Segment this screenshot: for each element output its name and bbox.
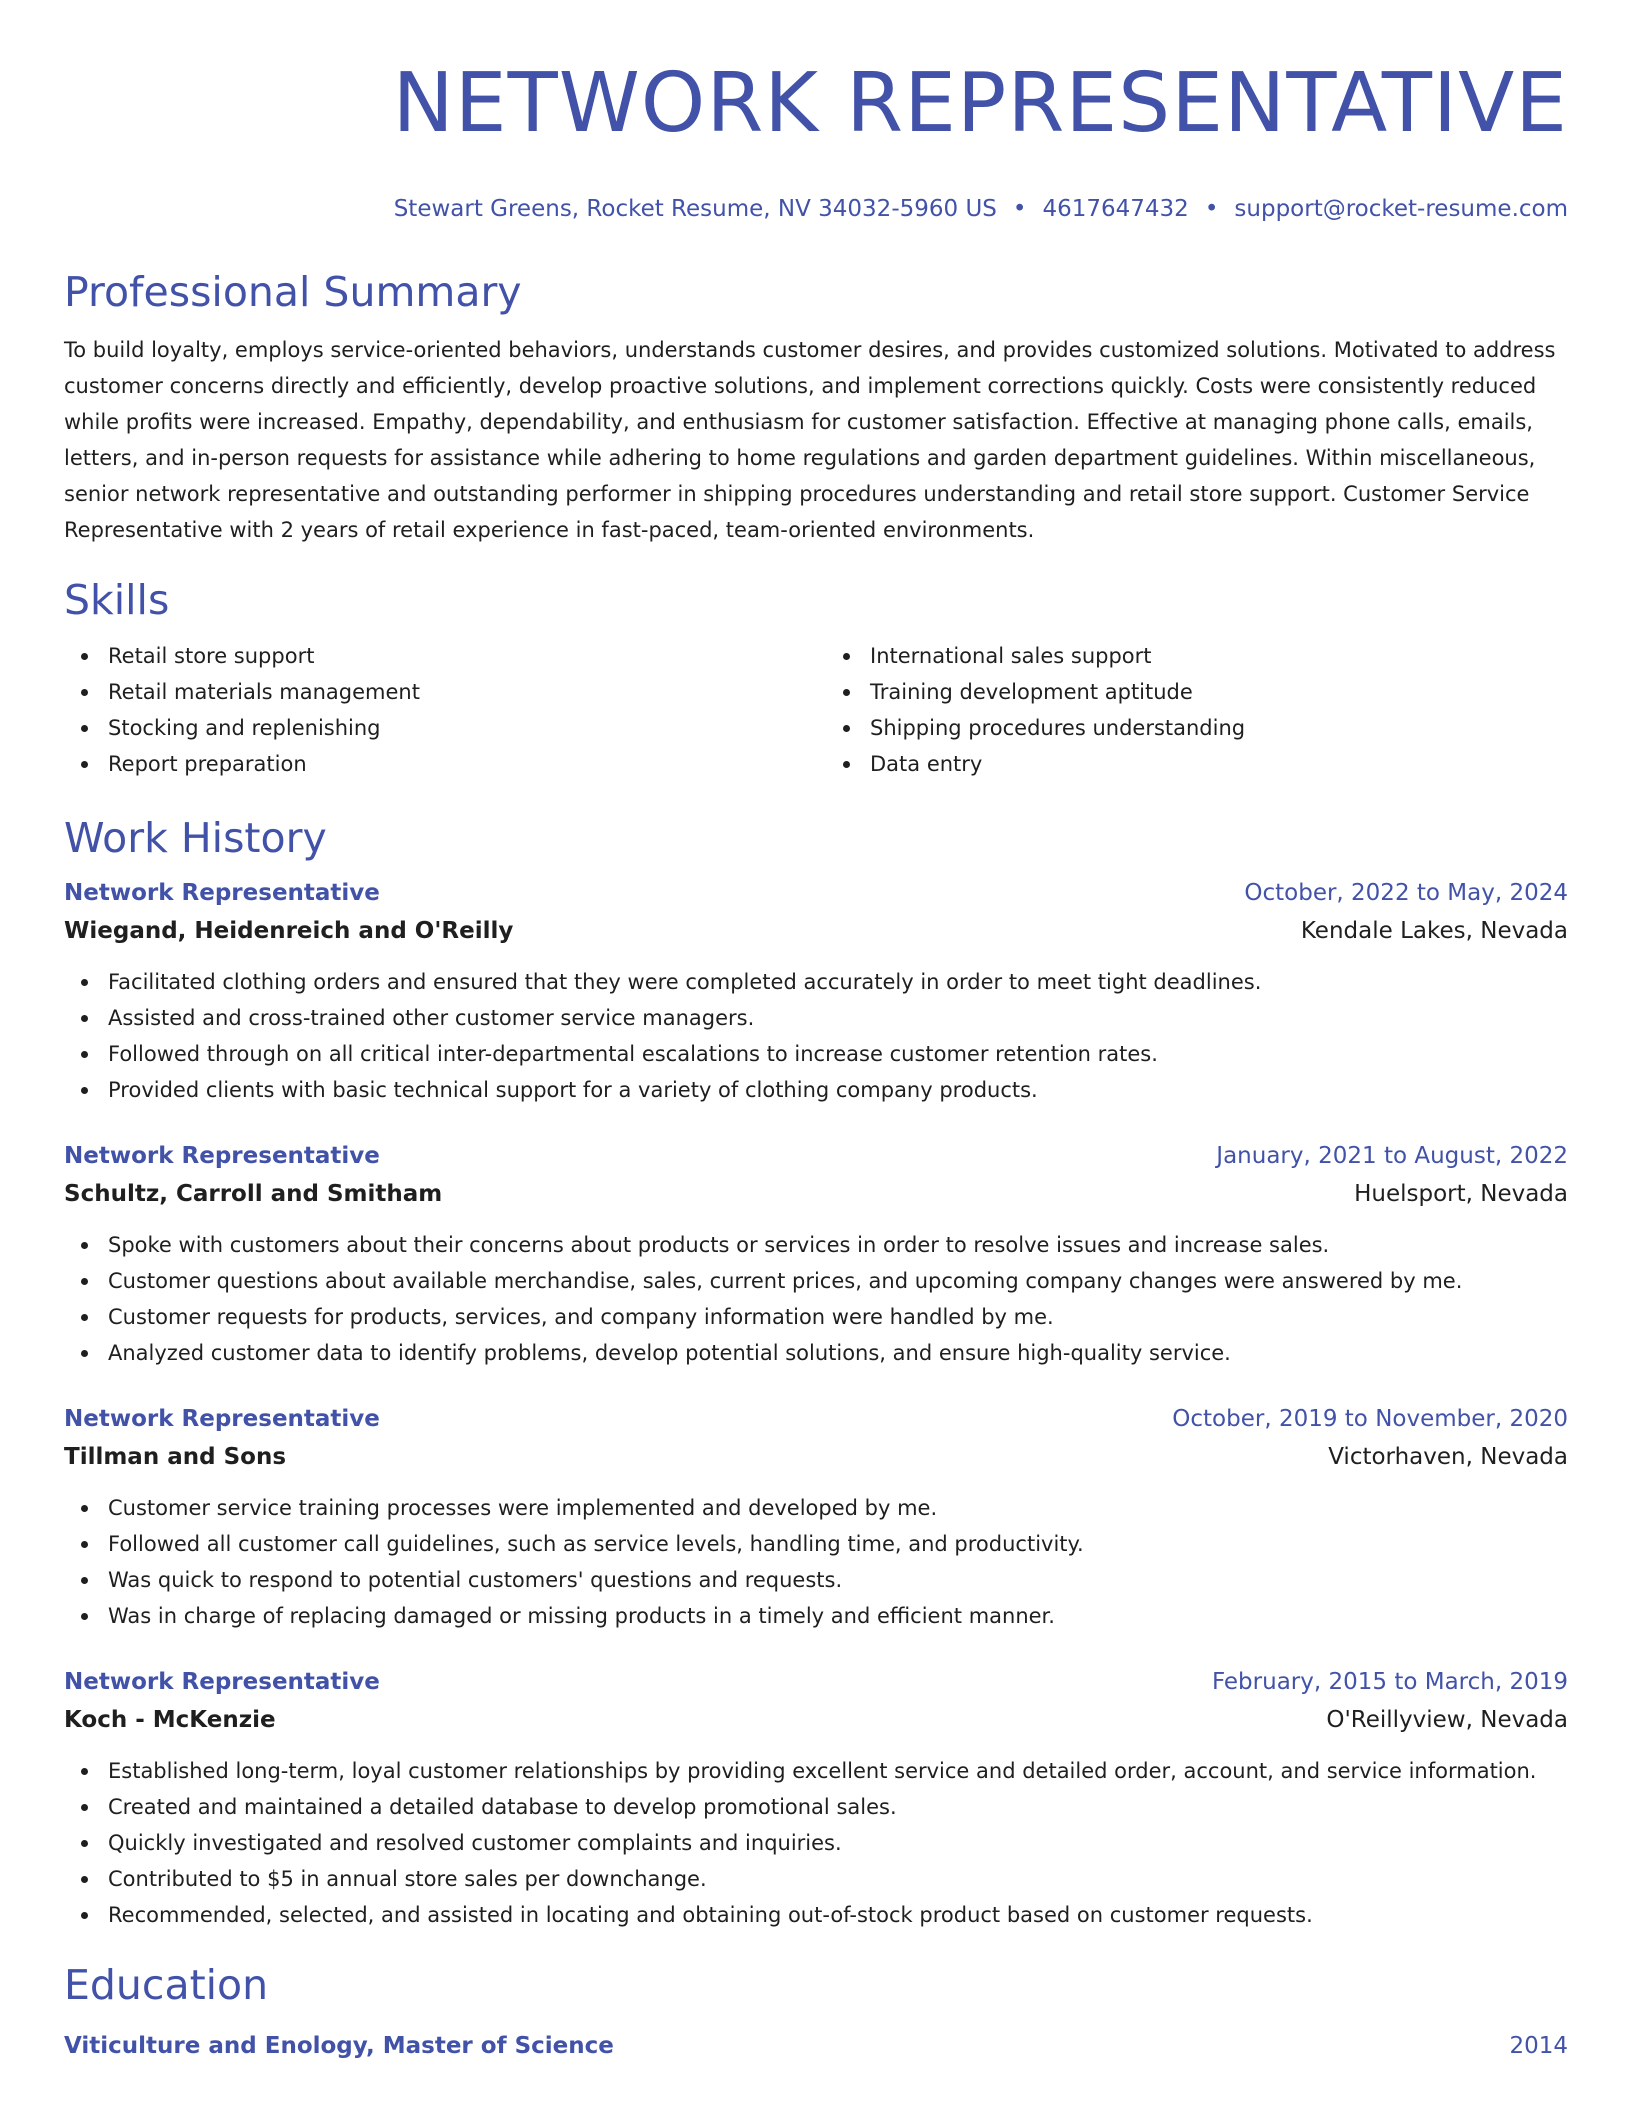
- resume-title: NETWORK REPRESENTATIVE: [392, 56, 1568, 151]
- duty-item: Provided clients with basic technical support for a variety of clothing company products.: [64, 1072, 1568, 1108]
- company-name: Wiegand, Heidenreich and O'Reilly: [64, 918, 514, 944]
- duty-item: Followed all customer call guidelines, such as service levels, handling time, and productivity.: [64, 1526, 1568, 1562]
- job-header: [64, 1139, 1568, 1173]
- job-duties: [64, 1227, 1568, 1371]
- skill-item: Stocking and replenishing: [64, 710, 806, 746]
- education-heading: Education: [64, 1961, 269, 2009]
- duty-item: Customer questions about available merchandise, sales, current prices, and upcoming company changes were answered by me.: [64, 1263, 1568, 1299]
- job-dates: October, 2022 to May, 2024: [1244, 880, 1568, 906]
- skills-heading: Skills: [64, 576, 170, 624]
- job-location: O'Reillyview, Nevada: [1326, 1707, 1568, 1733]
- duty-item: Customer requests for products, services, and company information were handled by me.: [64, 1299, 1568, 1335]
- duty-item: Created and maintained a detailed database to develop promotional sales.: [64, 1789, 1568, 1825]
- skill-item: Retail store support: [64, 638, 806, 674]
- duty-item: Assisted and cross-trained other customer service managers.: [64, 1000, 1568, 1036]
- summary-heading: Professional Summary: [64, 268, 522, 316]
- job-header: [64, 1402, 1568, 1436]
- separator-dot: •: [1204, 196, 1219, 222]
- job-title: Network Representative: [64, 1669, 380, 1695]
- job-dates: February, 2015 to March, 2019: [1211, 1669, 1568, 1695]
- skill-item: Training development aptitude: [826, 674, 1568, 710]
- duty-item: Customer service training processes were implemented and developed by me.: [64, 1490, 1568, 1526]
- duty-item: Followed through on all critical inter-departmental escalations to increase customer retention rates.: [64, 1036, 1568, 1072]
- job-subheader: [64, 1440, 1568, 1474]
- job-location: Huelsport, Nevada: [1354, 1181, 1568, 1207]
- duty-item: Contributed to $5 in annual store sales per downchange.: [64, 1861, 1568, 1897]
- job-dates: January, 2021 to August, 2022: [1216, 1143, 1568, 1169]
- contact-line: [64, 194, 1568, 224]
- job-location: Victorhaven, Nevada: [1328, 1444, 1568, 1470]
- duty-item: Analyzed customer data to identify problems, develop potential solutions, and ensure high-quality service.: [64, 1335, 1568, 1371]
- phone-text: 4617647432: [1042, 196, 1189, 222]
- skills-column-left: [64, 638, 806, 782]
- job-duties: [64, 964, 1568, 1108]
- job-title: Network Representative: [64, 1406, 380, 1432]
- job-title: Network Representative: [64, 1143, 380, 1169]
- skills-list: [64, 638, 1568, 782]
- job-subheader: [64, 1703, 1568, 1737]
- skills-column-right: [826, 638, 1568, 782]
- graduation-year: 2014: [1509, 2033, 1568, 2059]
- job-header: [64, 1665, 1568, 1699]
- job-duties: [64, 1753, 1568, 1933]
- company-name: Schultz, Carroll and Smitham: [64, 1181, 443, 1207]
- email-link[interactable]: support@rocket-resume.com: [1234, 196, 1568, 222]
- skill-item: Report preparation: [64, 746, 806, 782]
- skill-item: International sales support: [826, 638, 1568, 674]
- skill-item: Retail materials management: [64, 674, 806, 710]
- job-entry: [64, 1139, 1568, 1371]
- separator-dot: •: [1012, 196, 1027, 222]
- job-entry: [64, 1665, 1568, 1933]
- duty-item: Was in charge of replacing damaged or missing products in a timely and efficient manner.: [64, 1598, 1568, 1634]
- job-duties: [64, 1490, 1568, 1634]
- resume-page: [64, 0, 1568, 2063]
- job-subheader: [64, 914, 1568, 948]
- degree-name: Viticulture and Enology, Master of Science: [64, 2033, 614, 2059]
- job-header: [64, 876, 1568, 910]
- duty-item: Recommended, selected, and assisted in locating and obtaining out-of-stock product based on customer requests.: [64, 1897, 1568, 1933]
- job-location: Kendale Lakes, Nevada: [1300, 918, 1568, 944]
- job-dates: October, 2019 to November, 2020: [1172, 1406, 1568, 1432]
- skill-item: Shipping procedures understanding: [826, 710, 1568, 746]
- duty-item: Quickly investigated and resolved customer complaints and inquiries.: [64, 1825, 1568, 1861]
- job-subheader: [64, 1177, 1568, 1211]
- education-entry: [64, 2029, 1568, 2063]
- company-name: Koch - McKenzie: [64, 1707, 276, 1733]
- job-entry: [64, 1402, 1568, 1634]
- summary-text: To build loyalty, employs service-oriented behaviors, understands customer desires, and provides customized solutions. Motivated to address customer concerns directly and efficiently, develop proactive solutions, and implement corrections quickly. Costs were consistently reduced while profits were increased. Empathy, dependability, and enthusiasm for customer satisfaction. Effective at managing phone calls, emails, letters, and in-person requests for assistance while adhering to home regulations and garden department guidelines. Within miscellaneous, senior network representative and outstanding performer in shipping procedures understanding and retail store support. Customer Service Representative with 2 years of retail experience in fast-paced, team-oriented environments.: [64, 338, 1556, 542]
- company-name: Tillman and Sons: [64, 1444, 287, 1470]
- duty-item: Spoke with customers about their concerns about products or services in order to resolve issues and increase sales.: [64, 1227, 1568, 1263]
- skill-item: Data entry: [826, 746, 1568, 782]
- address-text: Stewart Greens, Rocket Resume, NV 34032-5960 US: [393, 196, 997, 222]
- job-entry: [64, 876, 1568, 1108]
- duty-item: Facilitated clothing orders and ensured that they were completed accurately in order to meet tight deadlines.: [64, 964, 1568, 1000]
- duty-item: Established long-term, loyal customer relationships by providing excellent service and detailed order, account, and service information.: [64, 1753, 1568, 1789]
- job-title: Network Representative: [64, 880, 380, 906]
- work-history-heading: Work History: [64, 814, 327, 862]
- duty-item: Was quick to respond to potential customers' questions and requests.: [64, 1562, 1568, 1598]
